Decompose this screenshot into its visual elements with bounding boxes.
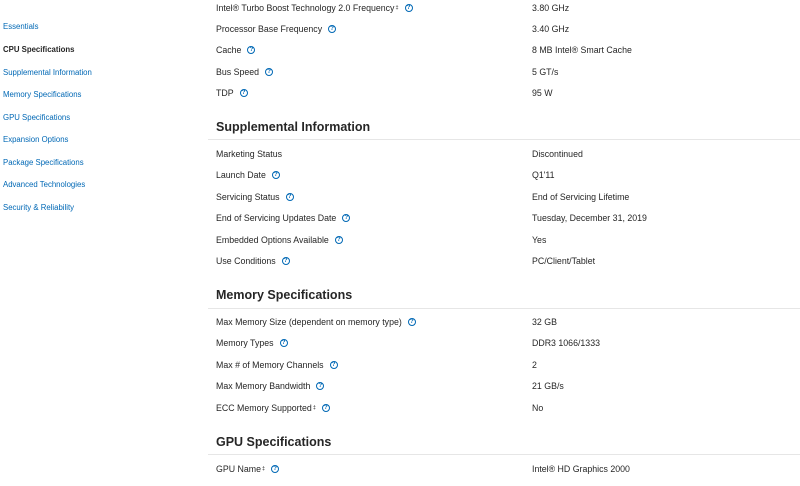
sidebar-item-expansion-options[interactable]: Expansion Options bbox=[3, 135, 69, 144]
help-icon[interactable]: ? bbox=[247, 46, 255, 54]
spec-row-gpu-name bbox=[208, 461, 800, 477]
sidebar-item-advanced-technologies[interactable]: Advanced Technologies bbox=[3, 180, 86, 189]
spec-row-memory-types bbox=[208, 335, 800, 351]
spec-row-servicing-status bbox=[208, 189, 800, 205]
spec-content bbox=[208, 0, 800, 486]
section-divider bbox=[208, 139, 800, 140]
sidebar-item-package-specifications[interactable]: Package Specifications bbox=[3, 158, 84, 167]
spec-row-memory-bandwidth bbox=[208, 378, 800, 394]
section-divider bbox=[208, 308, 800, 309]
spec-value: Q1'11 bbox=[532, 170, 555, 180]
spec-row-embedded-options bbox=[208, 232, 800, 248]
spec-row-ecc-memory bbox=[208, 400, 800, 416]
spec-value: Yes bbox=[532, 235, 547, 245]
spec-label: Memory Types bbox=[216, 338, 274, 348]
footnote-mark: ‡ bbox=[395, 5, 399, 11]
sidebar-item-memory-specifications[interactable]: Memory Specifications bbox=[3, 90, 82, 99]
spec-row-base-frequency bbox=[208, 21, 800, 37]
spec-label: Marketing Status bbox=[216, 149, 283, 159]
spec-row-end-servicing-date bbox=[208, 210, 800, 226]
spec-label: Launch Date bbox=[216, 170, 266, 180]
spec-value: No bbox=[532, 403, 544, 413]
spec-value: Intel® HD Graphics 2000 bbox=[532, 464, 630, 474]
spec-label: Max # of Memory Channels bbox=[216, 360, 324, 370]
spec-row-tdp bbox=[208, 85, 800, 101]
spec-label: Embedded Options Available bbox=[216, 235, 329, 245]
help-icon[interactable]: ? bbox=[286, 193, 294, 201]
spec-value: Tuesday, December 31, 2019 bbox=[532, 213, 647, 223]
spec-row-memory-channels bbox=[208, 357, 800, 373]
sidebar-item-security-reliability[interactable]: Security & Reliability bbox=[3, 203, 75, 212]
spec-label: Cache bbox=[216, 45, 242, 55]
spec-label: End of Servicing Updates Date bbox=[216, 213, 337, 223]
help-icon[interactable]: ? bbox=[322, 404, 330, 412]
sidebar-item-gpu-specifications[interactable]: GPU Specifications bbox=[3, 113, 71, 122]
spec-value: 8 MB Intel® Smart Cache bbox=[532, 45, 632, 55]
spec-row-bus-speed bbox=[208, 64, 800, 80]
spec-label: Max Memory Bandwidth bbox=[216, 381, 311, 391]
section-title-gpu: GPU Specifications bbox=[216, 435, 332, 449]
spec-value: 21 GB/s bbox=[532, 381, 564, 391]
spec-row-marketing-status bbox=[208, 146, 800, 162]
sidebar-item-supplemental-information[interactable]: Supplemental Information bbox=[3, 68, 92, 77]
help-icon[interactable]: ? bbox=[405, 4, 413, 12]
spec-value: 3.80 GHz bbox=[532, 3, 570, 13]
spec-value: PC/Client/Tablet bbox=[532, 256, 596, 266]
spec-label: Use Conditions bbox=[216, 256, 276, 266]
sidebar-nav bbox=[0, 0, 200, 486]
spec-value: 5 GT/s bbox=[532, 67, 559, 77]
sidebar-item-essentials[interactable]: Essentials bbox=[3, 22, 39, 31]
spec-row-max-memory-size bbox=[208, 314, 800, 330]
spec-row-turbo-frequency bbox=[208, 0, 800, 16]
help-icon[interactable]: ? bbox=[272, 171, 280, 179]
spec-label: Processor Base Frequency bbox=[216, 24, 323, 34]
help-icon[interactable]: ? bbox=[282, 257, 290, 265]
spec-label: ECC Memory Supported bbox=[216, 403, 312, 413]
section-title-memory: Memory Specifications bbox=[216, 288, 353, 302]
spec-value: 95 W bbox=[532, 88, 553, 98]
help-icon[interactable]: ? bbox=[316, 382, 324, 390]
help-icon[interactable]: ? bbox=[408, 318, 416, 326]
spec-value: 3.40 GHz bbox=[532, 24, 570, 34]
help-icon[interactable]: ? bbox=[280, 339, 288, 347]
spec-value: Discontinued bbox=[532, 149, 583, 159]
spec-row-launch-date bbox=[208, 167, 800, 183]
section-divider bbox=[208, 454, 800, 455]
help-icon[interactable]: ? bbox=[265, 68, 273, 76]
spec-label: Max Memory Size (dependent on memory type) bbox=[216, 317, 402, 327]
help-icon[interactable]: ? bbox=[271, 465, 279, 473]
footnote-mark: ‡ bbox=[312, 405, 316, 411]
spec-label: Servicing Status bbox=[216, 192, 280, 202]
spec-value: 2 bbox=[532, 360, 537, 370]
spec-value: End of Servicing Lifetime bbox=[532, 192, 630, 202]
spec-label: Intel® Turbo Boost Technology 2.0 Frequency bbox=[216, 3, 395, 13]
sidebar-item-cpu-specifications[interactable]: CPU Specifications bbox=[3, 45, 75, 54]
help-icon[interactable]: ? bbox=[330, 361, 338, 369]
footnote-mark: ‡ bbox=[261, 466, 266, 472]
spec-label: Bus Speed bbox=[216, 67, 260, 77]
spec-row-use-conditions bbox=[208, 253, 800, 269]
section-title-supplemental: Supplemental Information bbox=[216, 120, 371, 134]
spec-value: DDR3 1066/1333 bbox=[532, 338, 600, 348]
spec-label: GPU Name bbox=[216, 464, 261, 474]
spec-value: 32 GB bbox=[532, 317, 557, 327]
help-icon[interactable]: ? bbox=[342, 214, 350, 222]
spec-row-cache bbox=[208, 42, 800, 58]
help-icon[interactable]: ? bbox=[328, 25, 336, 33]
help-icon[interactable]: ? bbox=[240, 89, 248, 97]
help-icon[interactable]: ? bbox=[335, 236, 343, 244]
spec-label: TDP bbox=[216, 88, 234, 98]
